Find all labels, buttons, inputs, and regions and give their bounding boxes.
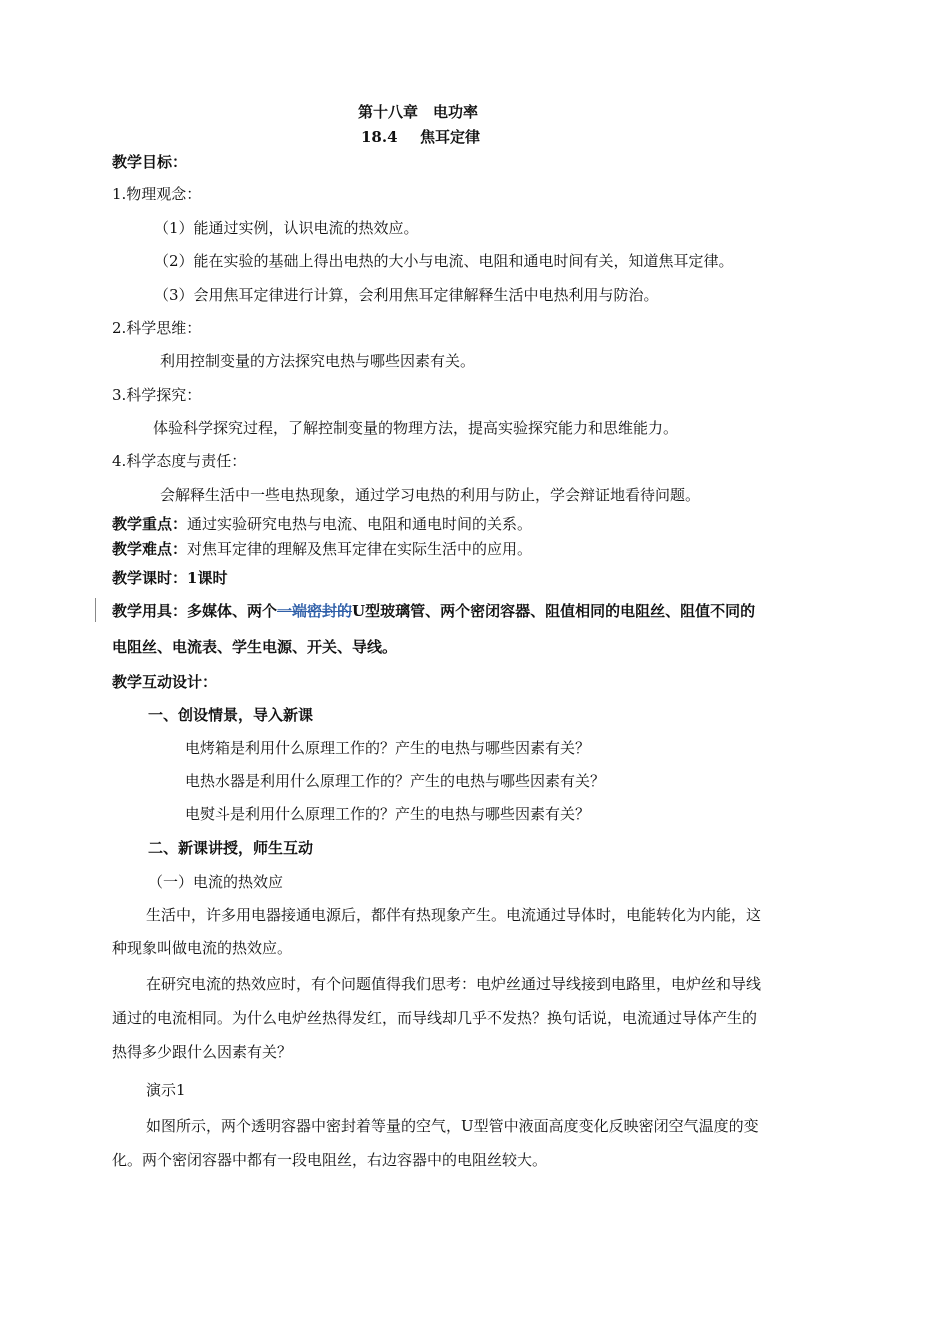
- teaching-tools: [112, 601, 755, 621]
- tools-label: 教学用具：: [112, 602, 188, 620]
- goal-4-text: 会解释生活中一些电热现象，通过学习电热的利用与防止，学会辩证地看待问题。: [160, 486, 701, 504]
- revision-bar: [95, 598, 96, 622]
- goal-2-text: 利用控制变量的方法探究电热与哪些因素有关。: [160, 352, 476, 370]
- paragraph-3-line-1: 如图所示，两个透明容器中密封着等量的空气，U型管中液面高度变化反映密闭空气温度的变: [146, 1117, 759, 1135]
- goal-3-text: 体验科学探究过程，了解控制变量的物理方法，提高实验探究能力和思维能力。: [153, 419, 679, 437]
- goal-1-item-1: （1）能通过实例，认识电流的热效应。: [154, 219, 419, 237]
- goal-1-title: 1.物理观念：: [112, 185, 202, 203]
- tools-line-2: 电阻丝、电流表、学生电源、开关、导线。: [112, 638, 398, 656]
- key-point-label: 教学重点：: [112, 515, 188, 533]
- key-point-text: 通过实验研究电热与电流、电阻和通电时间的关系。: [187, 515, 533, 533]
- goal-4-title: 4.科学态度与责任：: [112, 452, 247, 470]
- goals-heading: 教学目标：: [112, 153, 188, 171]
- paragraph-2-line-1: 在研究电流的热效应时，有个问题值得我们思考：电炉丝通过导线接到电路里，电炉丝和导线: [146, 975, 762, 993]
- subsection-1: （一）电流的热效应: [148, 873, 284, 891]
- question-3: 电熨斗是利用什么原理工作的？产生的电热与哪些因素有关？: [185, 805, 591, 823]
- paragraph-1-line-2: 种现象叫做电流的热效应。: [112, 939, 293, 957]
- section-number: 18.4: [361, 128, 398, 146]
- key-point: [112, 514, 532, 534]
- section-title: 焦耳定律: [420, 128, 481, 146]
- part-2-heading: 二、新课讲授，师生互动: [148, 839, 314, 857]
- question-2: 电热水器是利用什么原理工作的？产生的电热与哪些因素有关？: [185, 772, 606, 790]
- goal-1-item-2: （2）能在实验的基础上得出电热的大小与电流、电阻和通电时间有关，知道焦耳定律。: [154, 252, 734, 270]
- paragraph-2-line-3: 热得多少跟什么因素有关？: [112, 1043, 293, 1061]
- paragraph-1-line-1: 生活中，许多用电器接通电源后，都伴有热现象产生。电流通过导体时，电能转化为内能，这: [146, 906, 762, 924]
- tools-text-pre: 多媒体、两个: [187, 602, 278, 620]
- class-hours: [112, 568, 227, 588]
- demo-label: 演示1: [146, 1081, 186, 1099]
- paragraph-3-line-2: 化。两个密闭容器中都有一段电阻丝，右边容器中的电阻丝较大。: [112, 1151, 548, 1169]
- difficulty-text: 对焦耳定律的理解及焦耳定律在实际生活中的应用。: [187, 540, 533, 558]
- class-hours-label: 教学课时：: [112, 569, 188, 587]
- paragraph-2-line-2: 通过的电流相同。为什么电炉丝热得发红，而导线却几乎不发热？换句话说，电流通过导体产生的: [112, 1009, 758, 1027]
- design-heading: 教学互动设计：: [112, 673, 218, 691]
- goal-3-title: 3.科学探究：: [112, 386, 202, 404]
- chapter-title: 第十八章 电功率: [358, 103, 479, 121]
- difficulty-point: [112, 539, 532, 559]
- goal-2-title: 2.科学思维：: [112, 319, 202, 337]
- goal-1-item-3: （3）会用焦耳定律进行计算，会利用焦耳定律解释生活中电热利用与防治。: [154, 286, 659, 304]
- question-1: 电烤箱是利用什么原理工作的？产生的电热与哪些因素有关？: [185, 739, 591, 757]
- tools-text-post: U型玻璃管、两个密闭容器、阻值相同的电阻丝、阻值不同的: [352, 602, 756, 620]
- difficulty-label: 教学难点：: [112, 540, 188, 558]
- class-hours-value: 1课时: [187, 569, 228, 587]
- part-1-heading: 一、创设情景，导入新课: [148, 706, 314, 724]
- tools-deleted-text: 一端密封的: [277, 602, 353, 620]
